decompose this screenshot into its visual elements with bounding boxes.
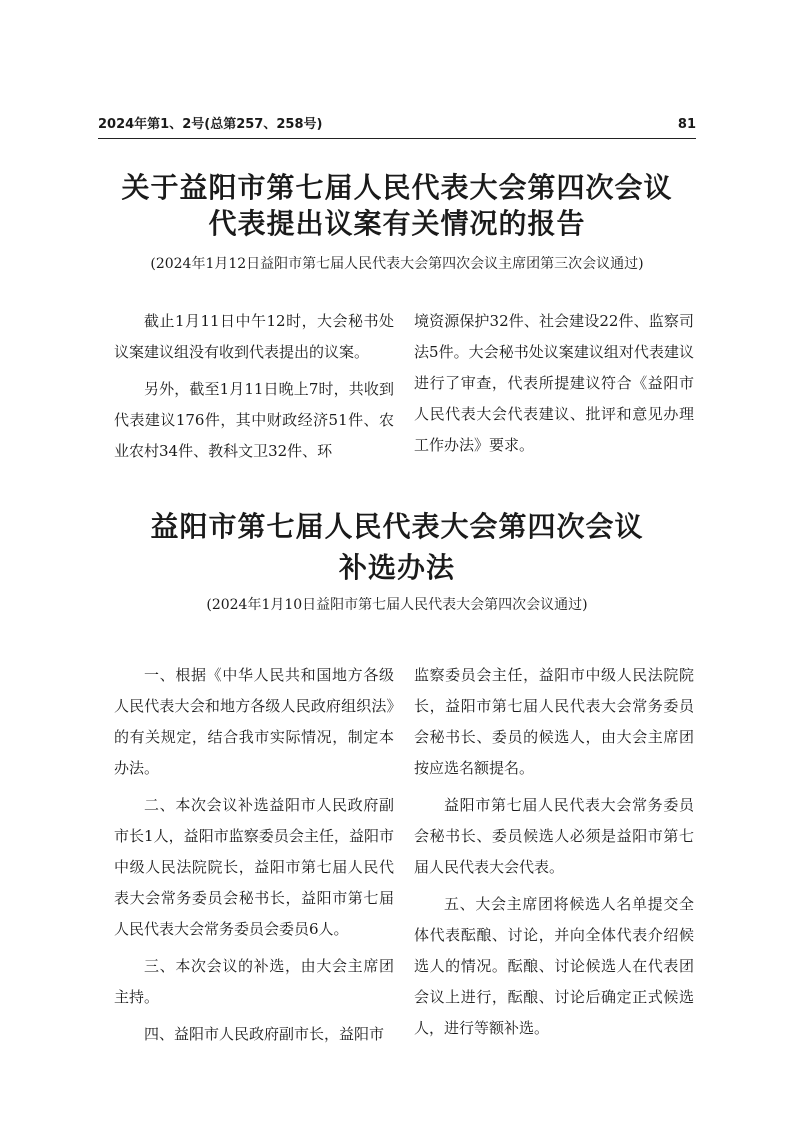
article1-right-column <box>414 306 694 467</box>
article2-title-line1: 益阳市第七届人民代表大会第四次会议 <box>150 510 644 543</box>
page-header <box>98 114 696 139</box>
page-number: 81 <box>677 117 696 132</box>
article1-paragraph: 截止1月11日中午12时，大会秘书处议案建议组没有收到代表提出的议案。 <box>114 312 394 361</box>
article1-paragraph: 另外，截至1月11日晚上7时，共收到代表建议176件，其中财政经济51件、农业农村34件、教科文卫32件、环 <box>114 380 394 460</box>
article2-subtitle: (2024年1月10日益阳市第七届人民代表大会第四次会议通过) <box>206 597 588 613</box>
article1-title-line2: 代表提出议案有关情况的报告 <box>208 207 586 240</box>
article1-paragraph: 境资源保护32件、社会建设22件、监察司法5件。大会秘书处议案建议组对代表建议进行了审查，代表所提建议符合《益阳市人民代表大会代表建议、批评和意见办理工作办法》要求。 <box>414 312 694 454</box>
article2-paragraph: 一、根据《中华人民共和国地方各级人民代表大会和地方各级人民政府组织法》的有关规定，结合我市实际情况，制定本办法。 <box>114 666 394 777</box>
article2-paragraph: 二、本次会议补选益阳市人民政府副市长1人，益阳市监察委员会主任，益阳市中级人民法院院长，益阳市第七届人民代表大会常务委员会秘书长，益阳市第七届人民代表大会常务委员会委员6人。 <box>114 796 394 938</box>
article2-paragraph: 三、本次会议的补选，由大会主席团主持。 <box>114 957 394 1006</box>
article1-left-column <box>114 306 394 473</box>
article1-title-line1: 关于益阳市第七届人民代表大会第四次会议 <box>121 171 673 204</box>
article2-paragraph: 五、大会主席团将候选人名单提交全体代表酝酿、讨论，并向全体代表介绍候选人的情况。酝酿、讨论候选人在代表团会议上进行，酝酿、讨论后确定正式候选人，进行等额补选。 <box>414 895 694 1037</box>
article1-subtitle: (2024年1月12日益阳市第七届人民代表大会第四次会议主席团第三次会议通过) <box>150 256 644 272</box>
article2-paragraph: 益阳市第七届人民代表大会常务委员会秘书长、委员候选人必须是益阳市第七届人民代表大会代表。 <box>414 796 694 876</box>
article2-title-line2: 补选办法 <box>338 551 455 584</box>
article2-right-column <box>414 660 694 1050</box>
article2-paragraph: 监察委员会主任，益阳市中级人民法院院长，益阳市第七届人民代表大会常务委员会秘书长、委员的候选人，由大会主席团按应选名额提名。 <box>414 666 694 777</box>
article2-paragraph: 四、益阳市人民政府副市长，益阳市 <box>144 1025 385 1043</box>
issue-label: 2024年第1、2号(总第257、258号) <box>98 117 323 132</box>
article2-left-column <box>114 660 394 1056</box>
